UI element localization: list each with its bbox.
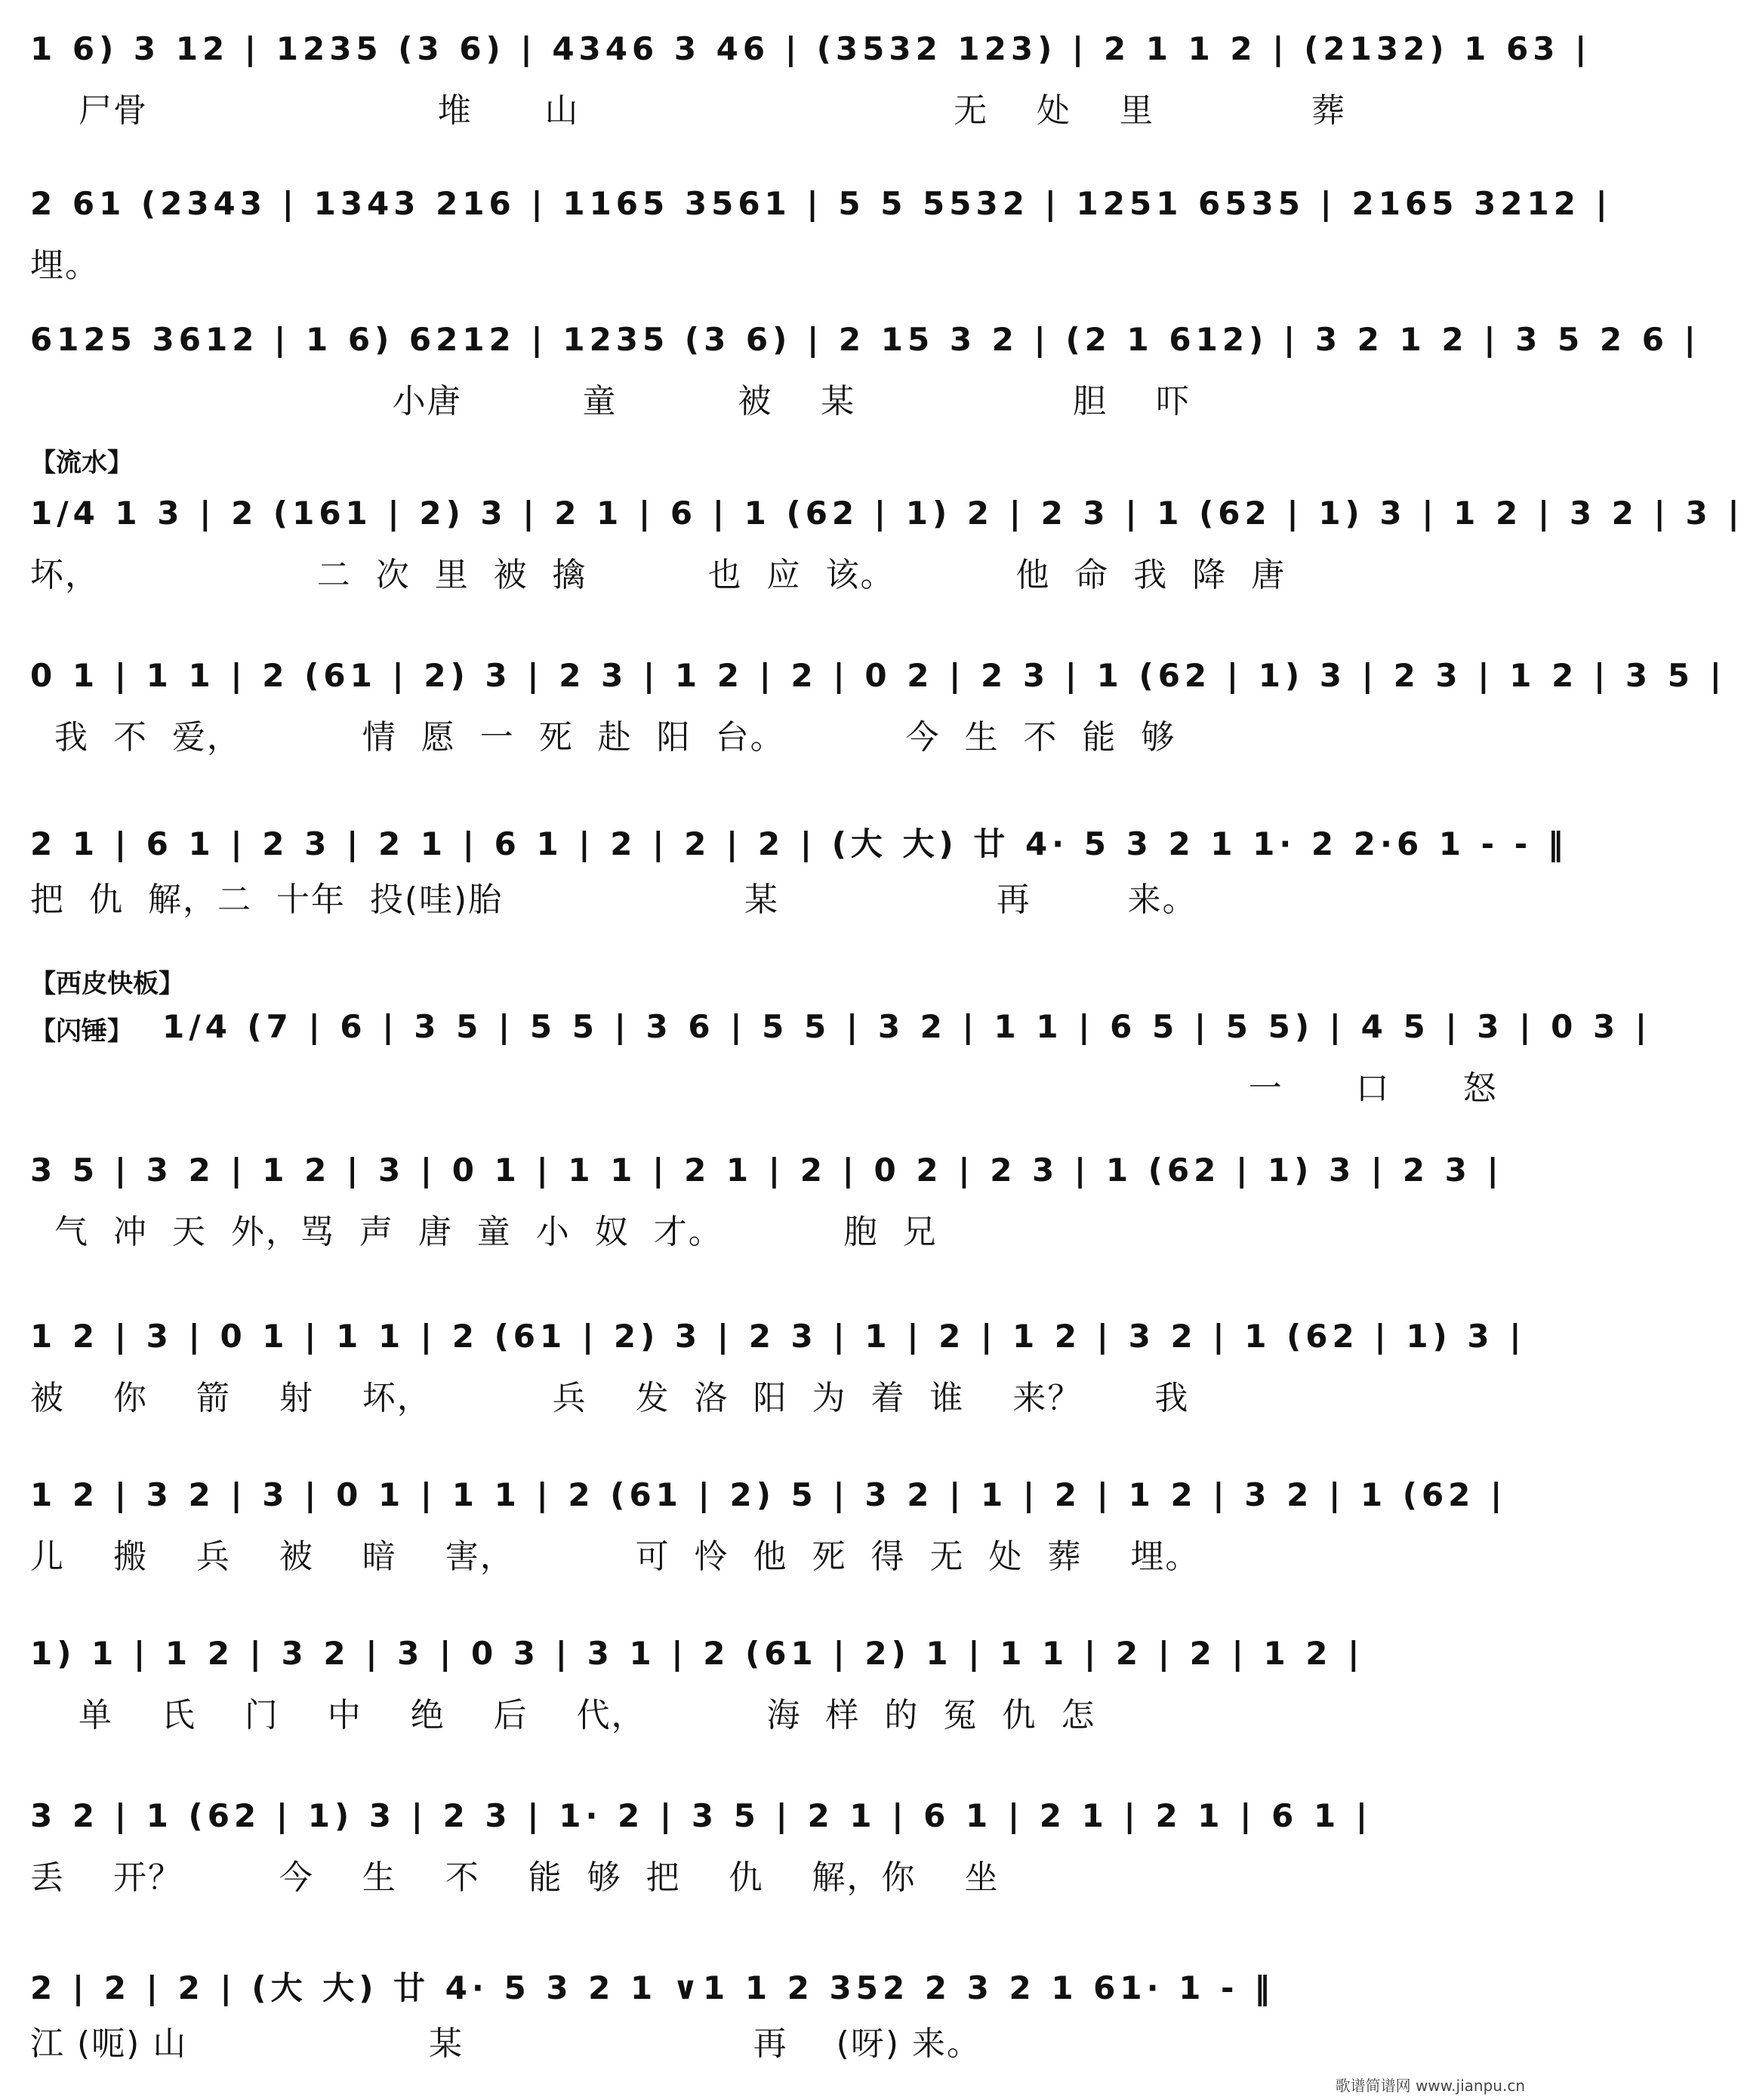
lyrics-row: 坏， 二 次 里 被 擒 也 应 该。 他 命 我 降 唐: [30, 556, 1286, 594]
notation-row: 1/4 1 3 | 2 (161 | 2) 3 | 2 1 | 6 | 1 (62 | 1) 2 | 2 3 | 1 (62 | 1) 3 | 1 2 | 3 2 | 3 |: [30, 495, 1744, 532]
lyrics-row: 埋。: [30, 246, 100, 285]
lyrics-row: 丢 开？ 今 生 不 能 够 把 仇 解，你 坐: [30, 1858, 1000, 1897]
notation-row: 2 | 2 | 2 | (大 大) 廿 4· 5 3 2 1 ∨1 1 2 352 2 3 2 1 61· 1 - ‖: [30, 1969, 1275, 2006]
lyrics-row: 被 你 箭 射 坏， 兵 发 洛 阳 为 着 谁 来？ 我: [30, 1379, 1190, 1417]
notation-row: 1) 1 | 1 2 | 3 2 | 3 | 0 3 | 3 1 | 2 (61 | 2) 1 | 1 1 | 2 | 2 | 1 2 |: [30, 1635, 1364, 1672]
section-label-xipi: 【西皮快板】: [30, 969, 184, 999]
notation-row: 1 2 | 3 | 0 1 | 1 1 | 2 (61 | 2) 3 | 2 3 | 1 | 2 | 1 2 | 3 2 | 1 (62 | 1) 3 |: [30, 1318, 1526, 1355]
lyrics-row: 把 仇 解，二 十年 投(哇)胎 某 再 来。: [30, 880, 1197, 919]
lyrics-row: 江 (呃) 山 某 再 (呀) 来。: [30, 2024, 981, 2063]
notation-row: 6125 3612 | 1 6) 6212 | 1235 (3 6) | 2 15 3 2 | (2 1 612) | 3 2 1 2 | 3 5 2 6 |: [30, 321, 1700, 358]
section-label-shanchui: 【闪锤】: [30, 1016, 133, 1047]
notation-row: 1 2 | 3 2 | 3 | 0 1 | 1 1 | 2 (61 | 2) 5 | 3 2 | 1 | 2 | 1 2 | 3 2 | 1 (62 |: [30, 1476, 1507, 1513]
notation-row: 3 5 | 3 2 | 1 2 | 3 | 0 1 | 1 1 | 2 1 | 2 | 0 2 | 2 3 | 1 (62 | 1) 3 | 2 3 |: [30, 1152, 1503, 1189]
notation-row: 2 61 (2343 | 1343 216 | 1165 3561 | 5 5 5532 | 1251 6535 | 2165 3212 |: [30, 185, 1612, 222]
lyrics-row: 儿 搬 兵 被 暗 害， 可 怜 他 死 得 无 处 葬 埋。: [30, 1537, 1200, 1576]
lyrics-row: 尸骨 堆 山 无 处 里 葬: [30, 91, 1346, 130]
lyrics-row: 气 冲 天 外，骂 声 唐 童 小 奴 才。 胞 兄: [30, 1213, 938, 1251]
notation-row: 1/4 (7 | 6 | 3 5 | 5 5 | 3 6 | 5 5 | 3 2 | 1 1 | 6 5 | 5 5) | 4 5 | 3 | 0 3 |: [162, 1008, 1652, 1045]
lyrics-row: 单 氏 门 中 绝 后 代， 海 样 的 冤 仇 怎: [30, 1696, 1096, 1735]
section-label-liushui: 【流水】: [30, 448, 133, 478]
lyrics-row: 我 不 爱， 情 愿 一 死 赴 阳 台。 今 生 不 能 够: [30, 718, 1176, 757]
notation-row: 1 6) 3 12 | 1235 (3 6) | 4346 3 46 | (3532 123) | 2 1 1 2 | (2132) 1 63 |: [30, 30, 1591, 67]
site-watermark: 歌谱简谱网 www.jianpu.cn: [1335, 2077, 1525, 2095]
notation-row: 0 1 | 1 1 | 2 (61 | 2) 3 | 2 3 | 1 2 | 2 | 0 2 | 2 3 | 1 (62 | 1) 3 | 2 3 | 1 2 | 3 5 |: [30, 657, 1726, 694]
notation-row: 3 2 | 1 (62 | 1) 3 | 2 3 | 1· 2 | 3 5 | 2 1 | 6 1 | 2 1 | 2 1 | 6 1 |: [30, 1797, 1373, 1834]
lyrics-row: 小唐 童 被 某 胆 吓: [30, 382, 1191, 421]
notation-row: 2 1 | 6 1 | 2 3 | 2 1 | 6 1 | 2 | 2 | 2 | (大 大) 廿 4· 5 3 2 1 1· 2 2·6 1 - - ‖: [30, 825, 1568, 862]
lyrics-row: 一 口 怒: [162, 1069, 1498, 1108]
